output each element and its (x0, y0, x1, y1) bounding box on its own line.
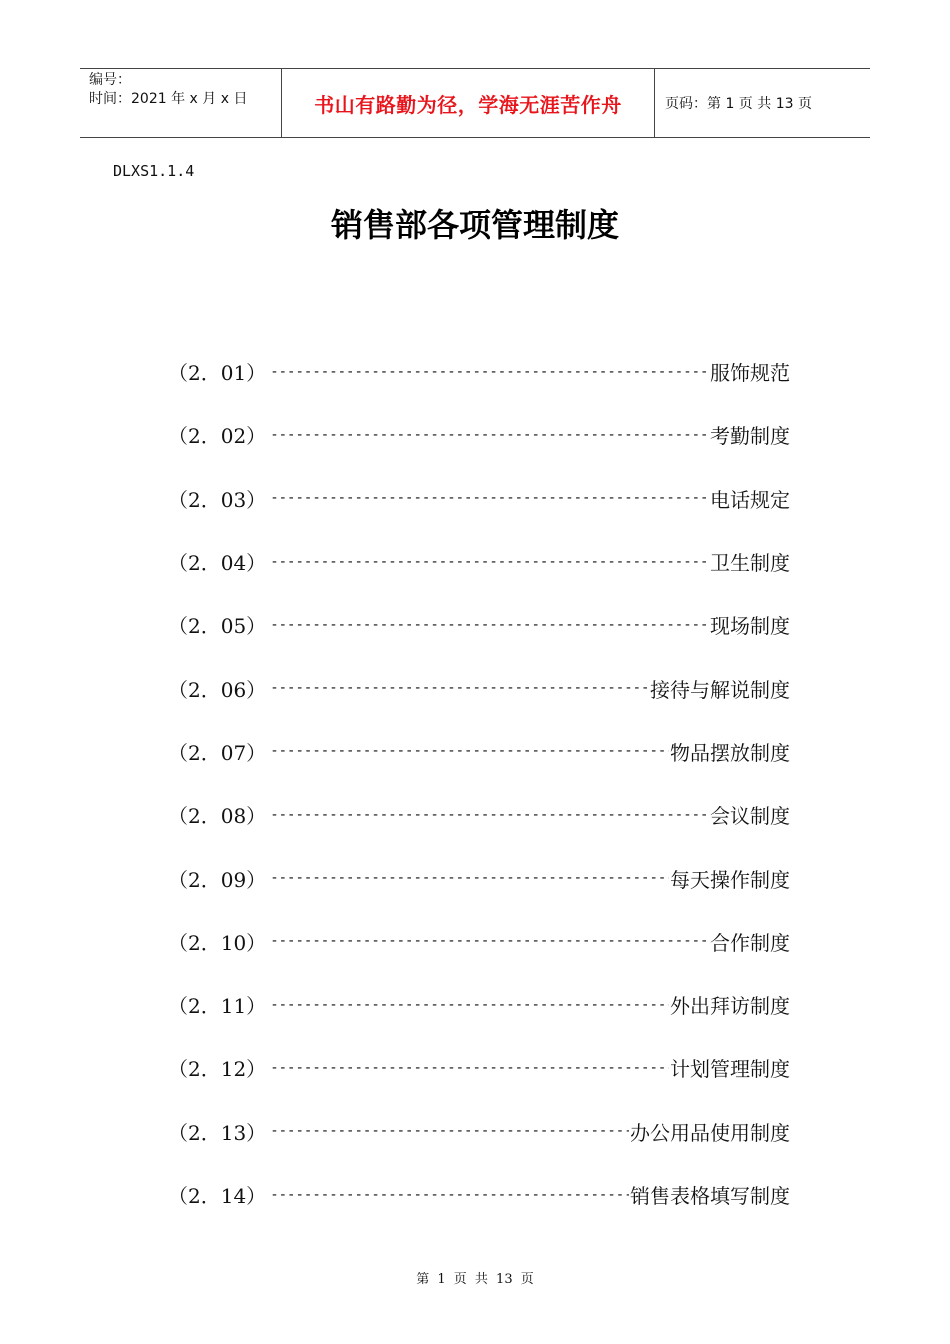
table-of-contents (168, 340, 790, 1226)
toc-item-number: （2．13） (168, 1120, 267, 1145)
document-code: DLXS1.1.4 (113, 162, 195, 180)
toc-item-number: （2．01） (168, 361, 267, 386)
toc-item[interactable] (168, 467, 790, 530)
toc-item-number: （2．12） (168, 1057, 267, 1082)
toc-item-label: 办公用品使用制度 (630, 1120, 790, 1145)
toc-leader-dashes (270, 1187, 629, 1203)
toc-leader-dashes (270, 743, 669, 759)
page-info: 页码：第 1 页 共 13 页 (665, 96, 812, 112)
toc-item-number: （2．11） (168, 994, 267, 1019)
toc-item[interactable] (168, 1100, 790, 1163)
toc-item[interactable] (168, 910, 790, 973)
toc-leader-dashes (270, 997, 669, 1013)
toc-leader-dashes (270, 617, 709, 633)
motto-text: 书山有路勤为径，学海无涯苦作舟 (314, 92, 622, 117)
toc-item-label: 接待与解说制度 (650, 677, 790, 702)
toc-item-number: （2．08） (168, 804, 267, 829)
toc-leader-dashes (270, 807, 709, 823)
toc-leader-dashes (270, 680, 649, 696)
toc-item-label: 销售表格填写制度 (630, 1184, 790, 1208)
toc-leader-dashes (270, 427, 709, 443)
toc-item[interactable] (168, 340, 790, 403)
header-page-cell (655, 69, 870, 137)
toc-item-label: 每天操作制度 (670, 867, 790, 892)
toc-item[interactable] (168, 720, 790, 783)
toc-leader-dashes (270, 1123, 629, 1139)
page-footer: 第 1 页 共 13 页 (416, 1272, 534, 1287)
toc-item[interactable] (168, 403, 790, 466)
toc-item-number: （2．03） (168, 487, 267, 512)
toc-item[interactable] (168, 1163, 790, 1226)
page-title: 销售部各项管理制度 (330, 206, 619, 244)
toc-item-number: （2．05） (168, 614, 267, 639)
toc-item-label: 电话规定 (710, 487, 790, 512)
toc-item[interactable] (168, 973, 790, 1036)
toc-item-label: 考勤制度 (710, 424, 790, 449)
page-header (80, 68, 870, 138)
toc-item-label: 物品摆放制度 (670, 740, 790, 765)
toc-leader-dashes (270, 1060, 669, 1076)
toc-item[interactable] (168, 593, 790, 656)
header-motto-cell (282, 69, 655, 137)
header-meta-cell (80, 69, 282, 137)
toc-item-label: 外出拜访制度 (670, 994, 790, 1019)
toc-leader-dashes (270, 364, 709, 380)
toc-item-number: （2．07） (168, 740, 267, 765)
toc-item-number: （2．09） (168, 867, 267, 892)
toc-item-label: 计划管理制度 (670, 1057, 790, 1082)
toc-leader-dashes (270, 490, 709, 506)
toc-item-number: （2．14） (168, 1184, 267, 1208)
toc-item-number: （2．10） (168, 930, 267, 955)
toc-item[interactable] (168, 783, 790, 846)
time-label: 时间：2021 年 x 月 x 日 (89, 91, 248, 107)
toc-item-label: 合作制度 (710, 930, 790, 955)
toc-leader-dashes (270, 554, 709, 570)
toc-item[interactable] (168, 530, 790, 593)
toc-item[interactable] (168, 656, 790, 719)
toc-leader-dashes (270, 933, 709, 949)
toc-item-label: 卫生制度 (710, 551, 790, 576)
toc-item-label: 现场制度 (710, 614, 790, 639)
toc-item[interactable] (168, 846, 790, 909)
toc-leader-dashes (270, 870, 669, 886)
toc-item-label: 服饰规范 (710, 361, 790, 386)
number-label: 编号： (89, 72, 131, 88)
toc-item-number: （2．04） (168, 551, 267, 576)
toc-item-number: （2．02） (168, 424, 267, 449)
toc-item-label: 会议制度 (710, 804, 790, 829)
toc-item-number: （2．06） (168, 677, 267, 702)
toc-item[interactable] (168, 1036, 790, 1099)
